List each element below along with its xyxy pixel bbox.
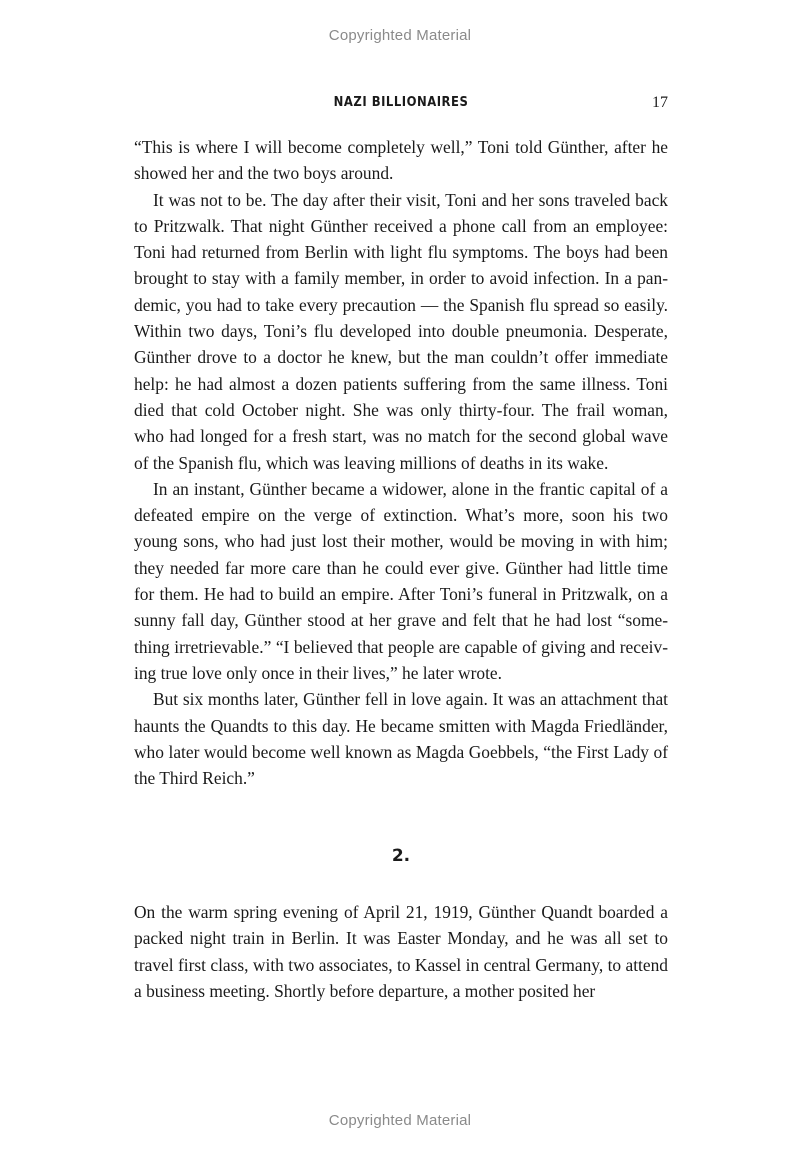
- paragraph: In an instant, Günther became a widower, alone in the frantic capital of a defeated empire on the verge of extinction. What’s more, soon his two young sons, who had just lost their mother, would be moving in with him; they needed far more care than he could ever give. Günther had little time for them. He had to build an empire. After Toni’s funeral in Pritzwalk, on a sunny fall day, Günther stood at her grave and felt that he had lost “something irretrievable.” “I believed that people are capable of giving and receiving true love only once in their lives,” he later wrote.: [134, 478, 668, 683]
- paragraph: On the warm spring evening of April 21, 1919, Günther Quandt boarded a packed night train in Berlin. It was Easter Monday, and he was all set to travel first class, with two associates, to Kassel in central Germany, to attend a business meeting. Shortly before departure, a mother posited her: [134, 902, 668, 1001]
- paragraph: But six months later, Günther fell in love again. It was an attachment that haunts the Quandts to this day. He became smitten with Magda Friedländer, who later would become well known as Magda Goebbels, “the First Lady of the Third Reich.”: [134, 689, 668, 789]
- paragraph: It was not to be. The day after their visit, Toni and her sons traveled back to Pritzwalk. That night Günther received a phone call from an employee: Toni had returned from Berlin with light flu symptoms. The boys had been brought to stay with a family member, in order to avoid infection. In a pandemic, you had to take every precaution — the Spanish flu spread so easily. Within two days, Toni’s flu developed into double pneumonia. Desperate, Günther drove to a doctor he knew, but the man couldn’t offer immediate help: he had almost a dozen patients suffering from the same illness. Toni died that cold October night. She was only thirty-four. The frail woman, who had longed for a fresh start, was no match for the second global wave of the Spanish flu, which was leaving millions of deaths in its wake.: [134, 189, 668, 473]
- body-text: [134, 134, 668, 791]
- section-heading: 2.: [391, 846, 411, 866]
- section-text: [134, 899, 668, 1004]
- page-number: 17: [652, 94, 668, 111]
- running-title: NAZI BILLIONAIRES: [333, 94, 469, 110]
- copyright-watermark-bottom: Copyrighted Material: [328, 1112, 472, 1129]
- paragraph: “This is where I will become completely well,” Toni told Günther, after he showed her and the two boys around.: [134, 137, 668, 184]
- running-header: [134, 94, 668, 116]
- copyright-watermark-top: Copyrighted Material: [328, 27, 472, 44]
